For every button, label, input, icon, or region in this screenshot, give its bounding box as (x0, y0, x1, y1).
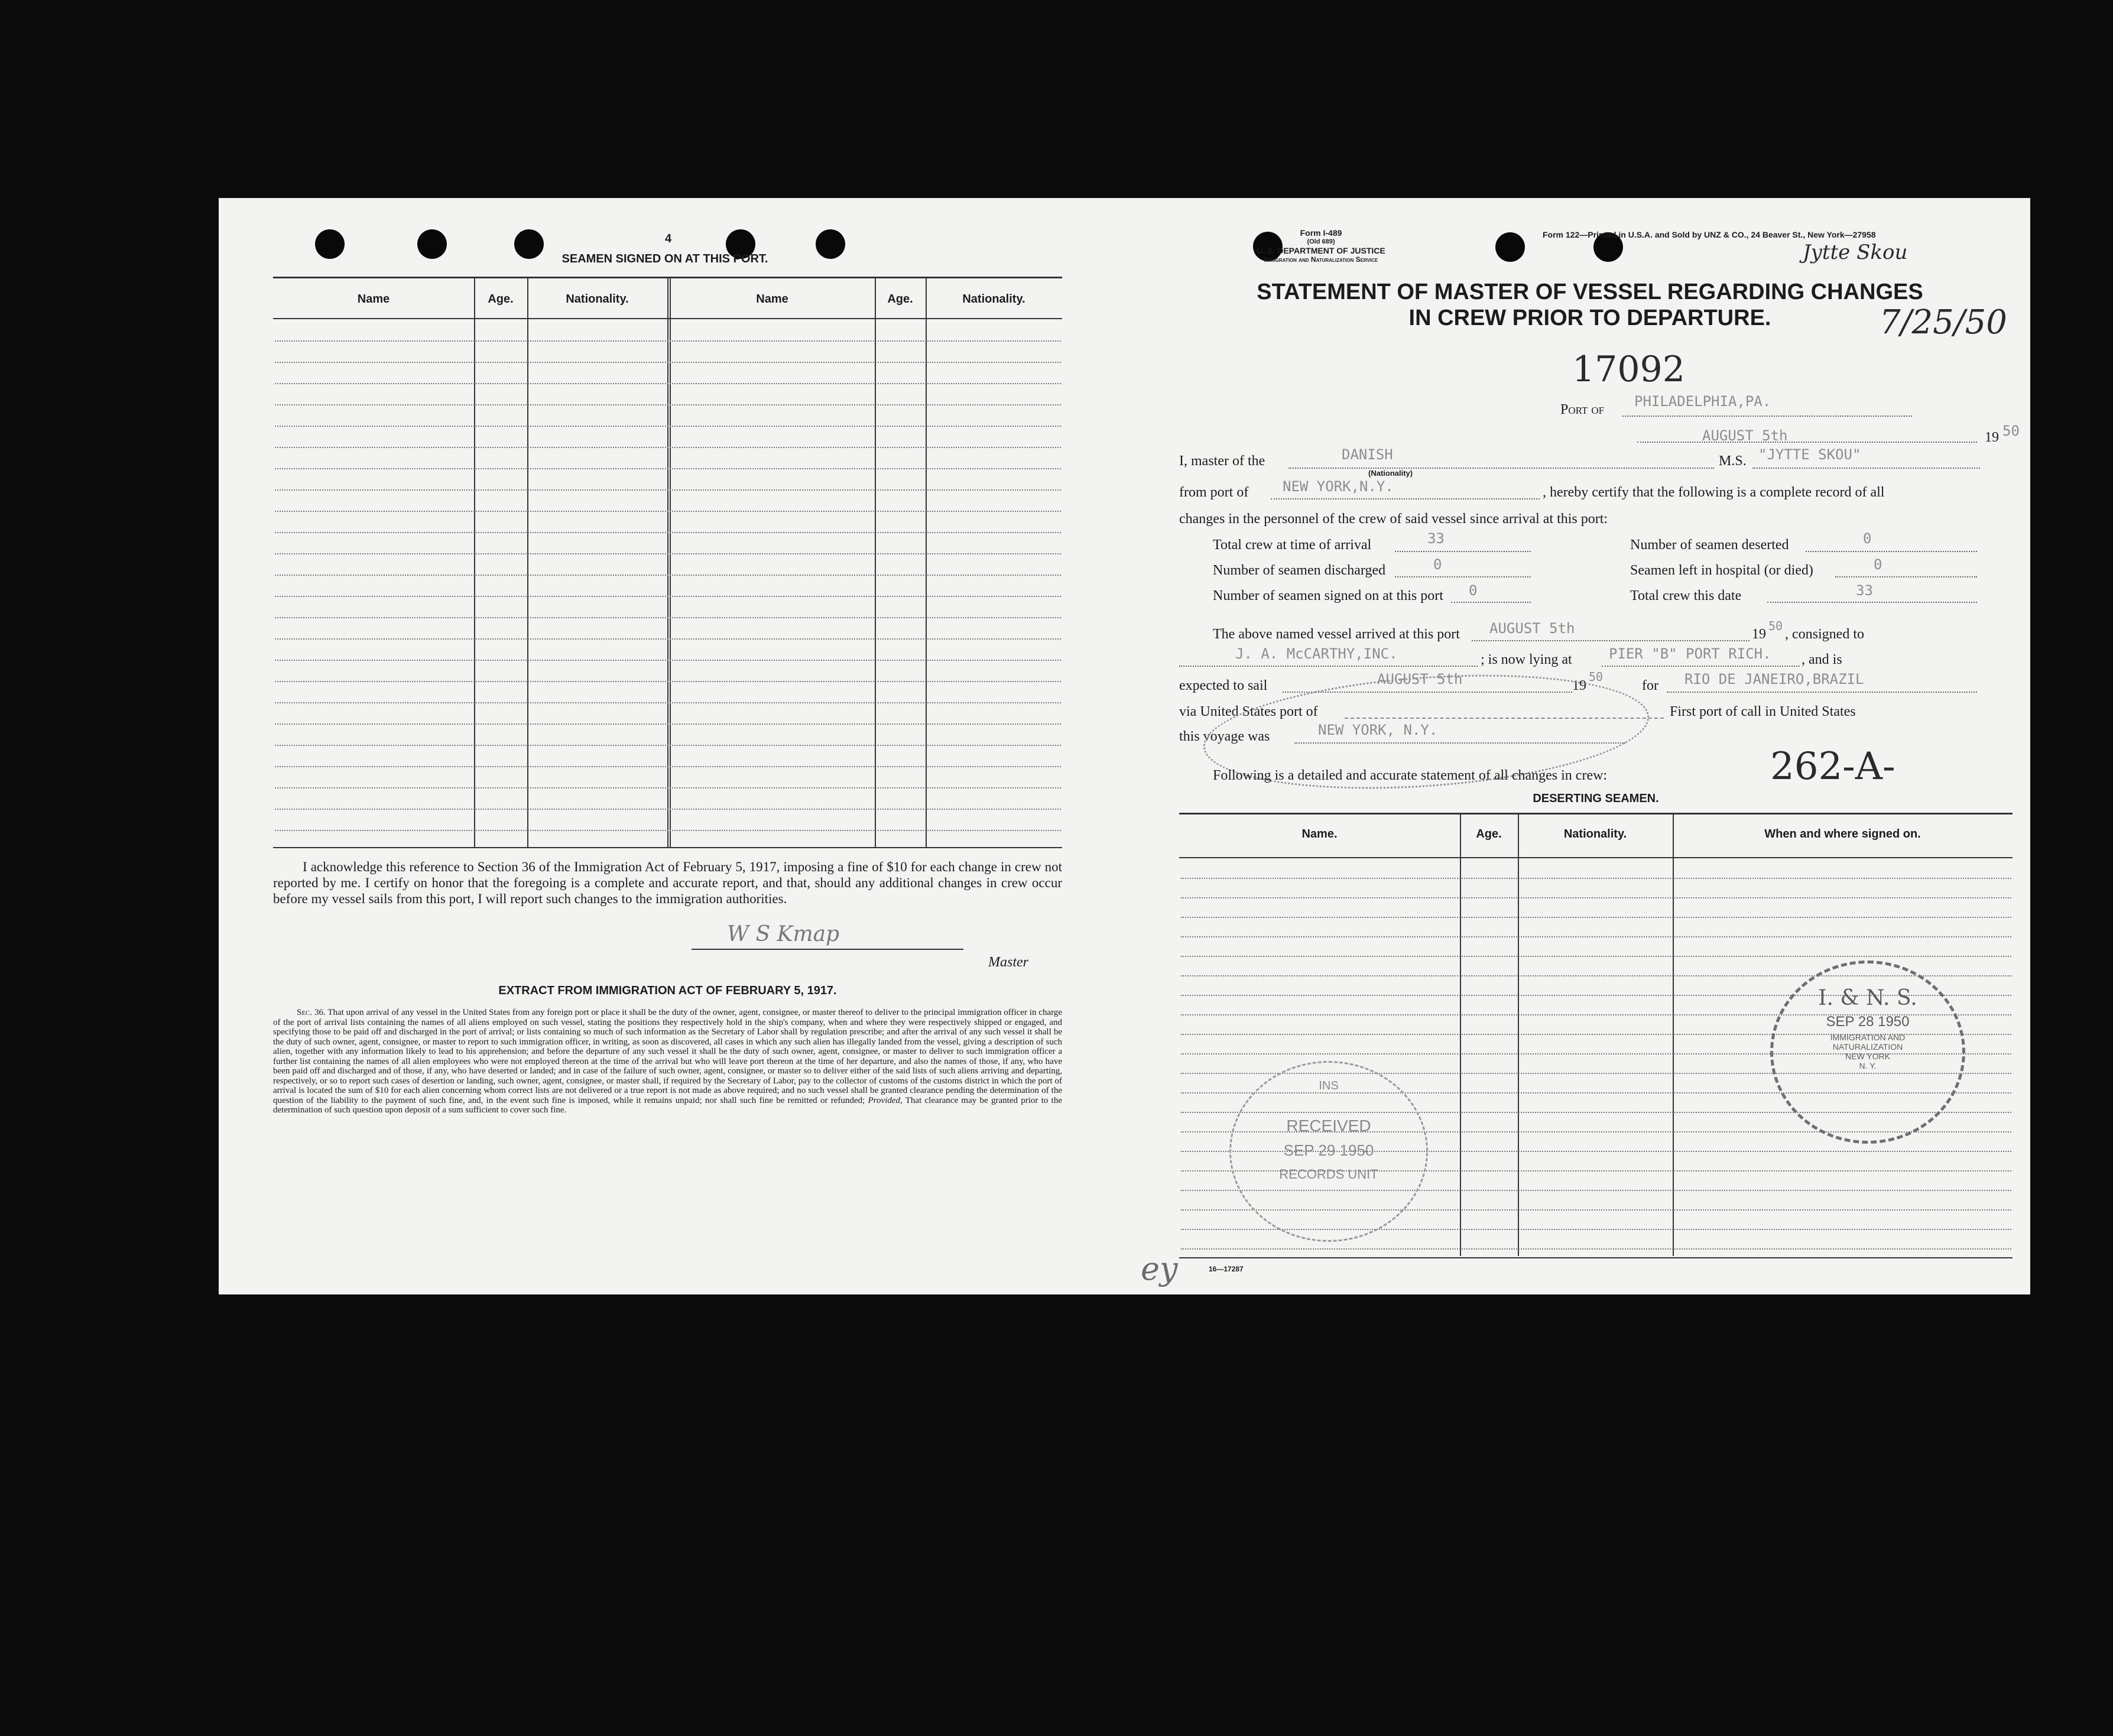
footer-code: 16—17287 (1209, 1265, 1244, 1273)
consignee-value: J. A. McCARTHY,INC. (1235, 645, 1398, 662)
column-header: Name (357, 293, 390, 306)
consignee-line (1179, 666, 1478, 667)
punch-hole (1495, 232, 1525, 262)
deserting-bottom-rule (1179, 1257, 2013, 1258)
changes-text: changes in the personnel of the crew of said vessel since arrival at this port: (1179, 511, 1608, 527)
total-today-label: Total crew this date (1630, 588, 1742, 603)
punch-hole (417, 229, 447, 259)
department: U. S. DEPARTMENT OF JUSTICE (1257, 246, 1385, 255)
table-row (275, 702, 1061, 703)
deserting-top-rule (1179, 813, 2013, 815)
table-row (1181, 1248, 2011, 1250)
table-row (275, 809, 1061, 810)
table-row (275, 638, 1061, 640)
nationality-caption: (Nationality) (1368, 469, 1413, 478)
signed-on-label: Number of seamen signed on at this port (1213, 588, 1443, 603)
ins-stamp-line: NEW YORK (1845, 1052, 1890, 1061)
form-title-line1: STATEMENT OF MASTER OF VESSEL REGARDING CHANGES (1257, 280, 1923, 304)
year-prefix: 19 (1752, 627, 1766, 642)
handwritten-number: 17092 (1572, 349, 1685, 390)
received-stamp-top: INS (1319, 1079, 1339, 1092)
column-header: Nationality. (566, 293, 629, 306)
year-prefix: 19 (1572, 678, 1586, 693)
acknowledgment-text: I acknowledge this reference to Section 36 of the Immigration Act of February 5, 1917, imposing a fine of $10 for each change in crew not reported by me. I certify on honor that the foregoing is a complete and accurate report, and that, should any additional changes in crew occur before my vessel sails from this port, I will report such changes to the immigration authorities. (273, 859, 1062, 906)
total-crew-arrival-label: Total crew at time of arrival (1213, 537, 1372, 553)
table-row (1181, 917, 2011, 918)
page-number: 4 (665, 232, 672, 245)
consigned-label: , consigned to (1785, 627, 1864, 642)
stat-line (1767, 602, 1977, 603)
handwritten-initials: ey (1141, 1250, 1178, 1287)
table-row (275, 404, 1061, 405)
vessel-line (1752, 468, 1980, 469)
table-row (1181, 956, 2011, 957)
this-voyage-label: this voyage was (1179, 729, 1270, 744)
and-is-text: , and is (1802, 652, 1842, 667)
received-stamp (1229, 1061, 1428, 1242)
table-row (1181, 878, 2011, 879)
form-old: (Old 689) (1307, 238, 1335, 245)
document-sheet (219, 198, 2030, 1294)
ins-stamp-text (1773, 1033, 1962, 1070)
stat-line (1395, 551, 1531, 552)
discharged-value: 0 (1433, 556, 1442, 573)
master-signature: W S Kmap (727, 922, 840, 946)
column-header: Name. (1301, 828, 1338, 841)
signed-on-rows (275, 319, 1061, 845)
table-row (275, 511, 1061, 512)
table-row (275, 830, 1061, 831)
hospital-value: 0 (1874, 556, 1882, 573)
nationality-line (1288, 468, 1714, 469)
handwritten-date: 7/25/50 (1880, 303, 2007, 342)
column-header: Age. (1476, 828, 1502, 841)
port-line (1622, 416, 1912, 417)
extract-title: EXTRACT FROM IMMIGRATION ACT OF FEBRUARY 5, 1917. (498, 984, 837, 997)
arrived-year: 50 (1768, 619, 1783, 633)
table-row (275, 383, 1061, 384)
signature-line (692, 949, 963, 950)
punch-hole (315, 229, 345, 259)
table-row (275, 575, 1061, 576)
lying-label: ; is now lying at (1481, 652, 1572, 667)
table-row (275, 745, 1061, 746)
ins-stamp (1770, 961, 1965, 1144)
deserting-title: DESERTING SEAMEN. (1533, 792, 1659, 805)
ins-stamp-top: I. & N. S. (1818, 986, 1917, 1010)
table-row (275, 447, 1061, 448)
year-value: 50 (2002, 423, 2020, 439)
table-row (275, 681, 1061, 682)
signed-on-title: SEAMEN SIGNED ON AT THIS PORT. (561, 252, 768, 265)
table-row (275, 468, 1061, 469)
first-port-label: First port of call in United States (1670, 704, 1856, 719)
stat-line (1835, 576, 1977, 577)
ss-label: M.S. (1719, 453, 1747, 469)
total-crew-arrival: 33 (1427, 530, 1445, 547)
signed-on-value: 0 (1469, 582, 1478, 599)
column-header: Nationality. (1563, 828, 1627, 841)
column-header: Age. (887, 293, 913, 306)
year-prefix: 19 (1985, 430, 1999, 445)
arrived-label: The above named vessel arrived at this port (1213, 627, 1460, 642)
extract-provided: Provided, (868, 1095, 903, 1105)
via-label: via United States port of (1179, 704, 1318, 719)
master-label: Master (988, 955, 1028, 970)
first-port-value: NEW YORK, N.Y. (1318, 722, 1438, 738)
arrived-line (1472, 640, 1750, 641)
form-id-block (1235, 229, 1407, 264)
master-of-label: I, master of the (1179, 453, 1265, 469)
total-today-value: 33 (1856, 582, 1873, 599)
ins-stamp-date: SEP 28 1950 (1826, 1014, 1910, 1030)
received-stamp-bottom: RECORDS UNIT (1279, 1167, 1378, 1182)
table-row (275, 553, 1061, 554)
arrived-value: AUGUST 5th (1489, 620, 1575, 637)
from-port-line (1271, 498, 1540, 499)
ins-stamp-line: NATURALIZATION (1832, 1042, 1903, 1052)
printer-line: Form 122—Printed in U.S.A. and Sold by UNZ & CO., 24 Beaver St., New York—27958 (1543, 230, 1876, 239)
table-row (275, 489, 1061, 491)
table-row (275, 766, 1061, 767)
table-row (275, 617, 1061, 618)
for-label: for (1642, 678, 1658, 693)
expected-label: expected to sail (1179, 678, 1268, 693)
nationality-value: DANISH (1342, 446, 1393, 463)
port-label: Port of (1560, 402, 1605, 417)
form-id: Form I-489 (1300, 228, 1342, 238)
following-text: Following is a detailed and accurate statement of all changes in crew: (1213, 768, 1608, 783)
column-header: Name (756, 293, 788, 306)
expected-value: AUGUST 5th (1377, 671, 1463, 687)
table-row (275, 426, 1061, 427)
extract-text (273, 1008, 1062, 1115)
column-header: Nationality. (962, 293, 1025, 306)
deserted-label: Number of seamen deserted (1630, 537, 1789, 553)
lying-line (1602, 666, 1800, 667)
handwritten-file-number: 262-A- (1770, 745, 1895, 788)
vessel-value: "JYTTE SKOU" (1758, 446, 1861, 463)
table-row (275, 362, 1061, 363)
table-row (275, 660, 1061, 661)
extract-body: That upon arrival of any vessel in the United States from any foreign port or place it shall be the duty of the owner, agent, consignee, or master thereof to deliver to the principal immigration officer in charge of the port of arrival lists containing the names of all aliens employed on such vessel, stating the positions they respectively hold in the ship's company, when and where they were respectively shipped or engaged, and specifying those to be paid off and discharged in the port of arrival; or lists containing so much of such information as the Secretary of Labor shall by regulation prescribe; and after the arrival of any such vessel it shall be the duty of such owner, agent, consignee, or master to report to such immigration officer, in writing, as soon as discovered, all cases in which any such alien has illegally landed from the vessel, giving a description of such alien, together with any information likely to lead to his apprehension; and before the departure of any such vessel it shall be the duty of such owner, agent, consignee, or master to deliver to such immigration officer a further list containing the names of all alien employees who were not employed thereon at the time of the arrival but who will leave port thereon at the time of her departure, and also the names of those, if any, who have been paid off and discharged and of those, if any, who have deserted or landed; and in case of the failure of such owner, agent, consignee, or master so to deliver either of the said lists of such aliens arriving and departing, respectively, or so to report such cases of desertion or landing, such owner, agent, consignee, or master shall, if required by the Secretary of Labor, pay to the collector of customs of the customs district in which the port of arrival is located the sum of $10 for each alien concerning whom correct lists are not delivered or a true report is not made as above required; and no such vessel shall be granted clearance pending the determination of the question of the liability to the payment of such fine, and, in the event such fine is imposed, while it remains unpaid; nor shall such fine be remitted or refunded; (273, 1008, 1062, 1105)
service: Immigration and Naturalization Service (1264, 255, 1378, 264)
from-port-label: from port of (1179, 485, 1249, 500)
ins-stamp-line: N. Y. (1859, 1061, 1877, 1070)
handwritten-vessel-name: Jytte Skou (1803, 241, 1908, 264)
date-value: AUGUST 5th (1702, 427, 1788, 444)
stat-line (1806, 551, 1977, 552)
stat-line (1395, 576, 1531, 577)
extract-end: That clearance may be granted prior to the determination of such question upon deposit of a sum sufficient to cover such fine. (273, 1095, 1063, 1115)
received-stamp-label: RECEIVED (1286, 1117, 1371, 1135)
discharged-label: Number of seamen discharged (1213, 563, 1386, 578)
received-stamp-date: SEP 29 1950 (1283, 1141, 1374, 1159)
deserted-value: 0 (1863, 530, 1872, 547)
hospital-label: Seamen left in hospital (or died) (1630, 563, 1813, 578)
destination-line (1667, 692, 1977, 693)
ins-stamp-line: IMMIGRATION AND (1830, 1033, 1906, 1042)
extract-section: Sec. 36. (297, 1008, 326, 1017)
table-row (275, 340, 1061, 342)
column-header: When and where signed on. (1764, 828, 1921, 841)
table-row (275, 532, 1061, 533)
from-port-value: NEW YORK,N.Y. (1283, 478, 1394, 495)
table-row (1181, 897, 2011, 898)
certify-text: , hereby certify that the following is a complete record of all (1543, 485, 1885, 500)
port-value: PHILADELPHIA,PA. (1634, 393, 1771, 410)
stat-line (1451, 602, 1531, 603)
destination-value: RIO DE JANEIRO,BRAZIL (1684, 671, 1864, 687)
table-row (275, 787, 1061, 788)
table-row (1181, 936, 2011, 937)
date-line (1637, 442, 1977, 443)
lying-value: PIER "B" PORT RICH. (1609, 645, 1771, 662)
expected-year: 50 (1589, 670, 1604, 684)
column-header: Age. (488, 293, 514, 306)
table-row (275, 596, 1061, 597)
form-title (1176, 279, 2004, 331)
table-row (275, 723, 1061, 725)
form-title-line2: IN CREW PRIOR TO DEPARTURE. (1408, 306, 1771, 330)
